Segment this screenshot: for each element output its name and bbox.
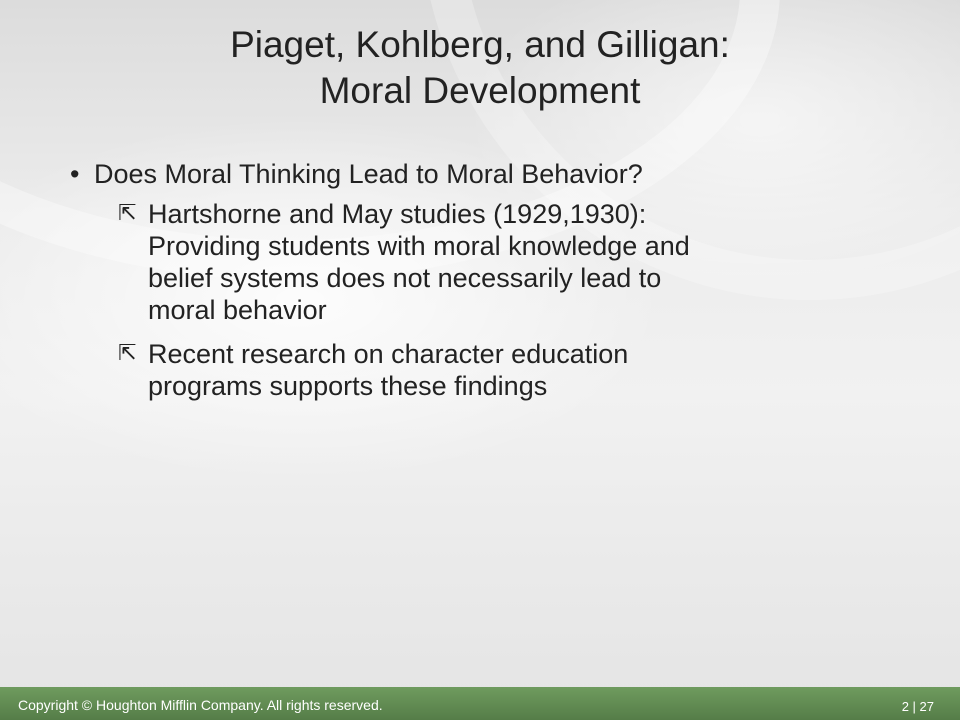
copyright-text: Copyright © Houghton Mifflin Company. All rights reserved. — [18, 697, 383, 713]
page-number: 2 | 27 — [901, 699, 934, 714]
arrow-bullet-icon: ⇱ — [118, 201, 137, 226]
footer-bar — [0, 687, 960, 720]
slide-title-line: Piaget, Kohlberg, and Gilligan: — [230, 24, 730, 65]
main-bullet — [60, 156, 920, 192]
sub-bullet-line: programs supports these findings — [148, 371, 548, 401]
sub-bullet-line: Hartshorne and May studies (1929,1930): — [148, 199, 647, 229]
sub-bullet-line: moral behavior — [148, 295, 327, 325]
sub-bullet — [60, 338, 920, 402]
sub-bullet — [60, 198, 920, 326]
slide-title — [0, 22, 960, 114]
bullet-icon: • — [70, 159, 80, 189]
sub-bullet-line: Recent research on character education — [148, 339, 629, 369]
slide-title-line: Moral Development — [319, 70, 641, 111]
main-bullet-text: Does Moral Thinking Lead to Moral Behavior? — [94, 159, 643, 189]
sub-bullet-line: Providing students with moral knowledge and — [148, 231, 690, 261]
arrow-bullet-icon: ⇱ — [118, 341, 137, 366]
slide-body — [60, 156, 920, 402]
sub-bullet-line: belief systems does not necessarily lead to — [148, 263, 662, 293]
